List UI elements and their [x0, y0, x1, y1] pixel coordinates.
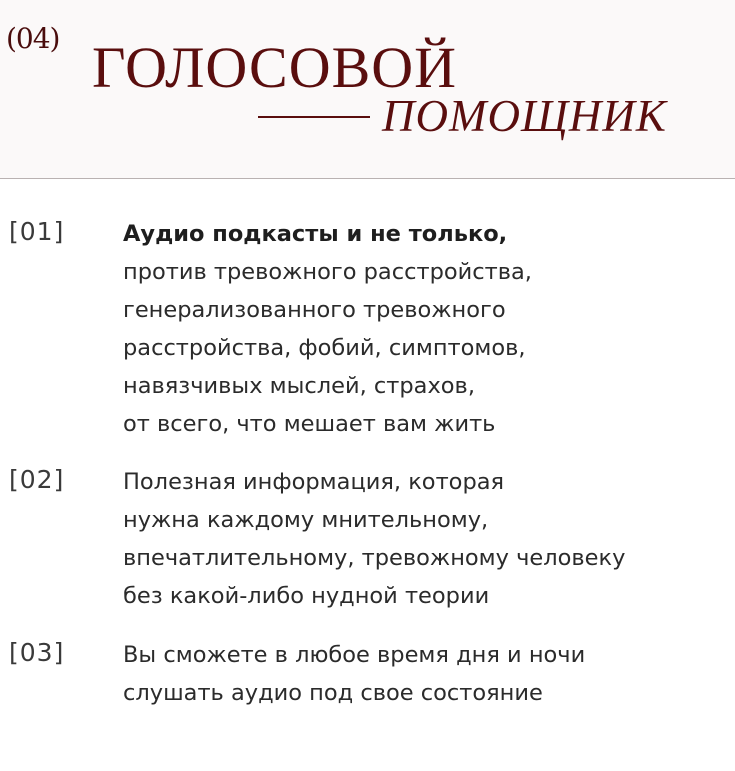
item-text [123, 215, 735, 443]
item-lead: Аудио подкасты и не только, [123, 221, 508, 247]
item-number: [01] [9, 217, 65, 246]
page-subtitle: ПОМОЩНИК [382, 91, 667, 141]
item-line: без какой-либо нудной теории [123, 583, 490, 609]
item-line: нужна каждому мнительному, [123, 507, 489, 533]
section-number: (04) [6, 22, 60, 55]
item-number: [03] [9, 638, 65, 667]
item-line: Вы сможете в любое время дня и ночи [123, 642, 586, 668]
item-line: Полезная информация, которая [123, 469, 505, 495]
item-line: слушать аудио под свое состояние [123, 680, 543, 706]
page-title: ГОЛОСОВОЙ [92, 35, 458, 100]
item-line: генерализованного тревожного [123, 297, 506, 323]
header [0, 0, 735, 179]
item-text [123, 636, 735, 712]
item-text [123, 463, 735, 615]
item-line: впечатлительному, тревожному человеку [123, 545, 626, 571]
item-line: против тревожного расстройства, [123, 259, 532, 285]
item-line: от всего, что мешает вам жить [123, 411, 496, 437]
item-number: [02] [9, 465, 65, 494]
title-divider [258, 116, 370, 118]
item-line: расстройства, фобий, симптомов, [123, 335, 526, 361]
item-line: навязчивых мыслей, страхов, [123, 373, 475, 399]
